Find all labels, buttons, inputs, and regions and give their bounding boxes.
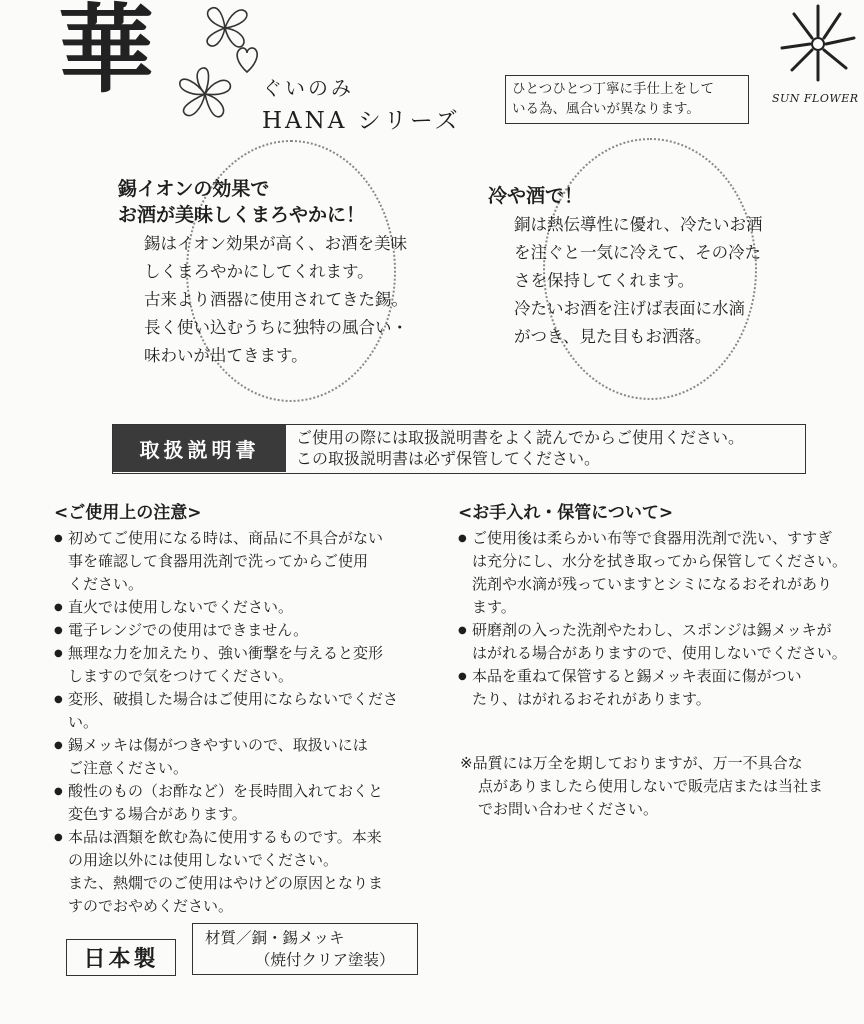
manual-line: ご使用の際には取扱説明書をよく読んでからご使用ください。: [296, 428, 745, 447]
list-item: ● 錫メッキは傷がつきやすいので、取扱いには ご注意ください。: [54, 734, 424, 780]
feature-title-line: 錫イオンの効果で: [118, 178, 270, 200]
section-title: <お手入れ・保管について>: [458, 503, 674, 523]
series-name: HANA シリーズ: [262, 108, 461, 134]
list-item: ● 本品は酒類を飲む為に使用するものです。本来 の用途以外には使用しないでください。: [54, 826, 424, 872]
list-item: ● 本品を重ねて保管すると錫メッキ表面に傷がつい たり、はがれるおそれがあります。: [458, 665, 862, 711]
feature-body-line: 銅は熱伝導性に優れ、冷たいお酒: [514, 215, 763, 234]
list-item: ● 酸性のもの（お酢など）を長時間入れておくと 変色する場合があります。: [54, 780, 424, 826]
brand-name: SUN FLOWER: [772, 92, 859, 105]
handmade-note-line: いる為、風合いが異なります。: [512, 101, 700, 117]
cautions-section: [54, 498, 424, 918]
feature-body-line: を注ぐと一気に冷えて、その冷た: [514, 243, 762, 262]
manual-line: この取扱説明書は必ず保管してください。: [296, 449, 601, 468]
feature-body-line: 長く使い込むうちに独特の風合い・: [144, 318, 408, 337]
feature-body-line: さを保持してくれます。: [514, 271, 695, 290]
handmade-note-box: [505, 75, 749, 124]
caution-extra: また、熱燗でのご使用はやけどの原因となりま すのでおやめください。: [68, 874, 384, 915]
material-line: 材質／銅・錫メッキ: [205, 929, 345, 947]
feature-body-line: 冷たいお酒を注げば表面に水滴: [514, 299, 745, 318]
list-item: ● 無理な力を加えたり、強い衝撃を与えると変形 しますので気をつけてください。: [54, 642, 424, 688]
list-item: ● 直火では使用しないでください。: [54, 596, 424, 619]
list-item: ● 電子レンジでの使用はできません。: [54, 619, 424, 642]
cherry-blossom-large-icon: [172, 64, 238, 124]
quality-note: ※品質には万全を期しておりますが、万一不具合な 点がありましたら使用しないで販売店または当社ま でお問い合わせください。: [460, 754, 824, 818]
section-title: <ご使用上の注意>: [54, 503, 202, 523]
feature-body-line: がつき、見た目もお洒落。: [514, 327, 712, 346]
feature-body-line: 錫はイオン効果が高く、お酒を美味: [144, 234, 408, 253]
hana-kanji-logo: 華: [58, 0, 154, 106]
list-item: ● 変形、破損した場合はご使用にならないでください。: [54, 688, 424, 734]
material-box: [192, 923, 418, 975]
list-item: ● 初めてご使用になる時は、商品に不具合がない 事を確認して食器用洗剤で洗ってからご使用 ください。: [54, 527, 424, 596]
feature-title: 冷や酒で！: [488, 185, 584, 207]
manual-label: 取扱説明書: [113, 425, 286, 472]
product-subtitle: ぐいのみ: [262, 76, 354, 100]
handmade-note-line: ひとつひとつ丁寧に手仕上をして: [512, 81, 714, 97]
feature-tin-ion: [118, 176, 408, 370]
feature-body-line: 味わいが出てきます。: [144, 346, 308, 365]
feature-body-line: しくまろやかにしてくれます。: [144, 262, 374, 281]
list-item: ● ご使用後は柔らかい布等で食器用洗剤で洗い、すすぎ は充分にし、水分を拭き取ってから保管してください。 洗剤や水滴が残っていますとシミになるおそれがあり ます。: [458, 527, 862, 619]
care-section: [458, 498, 862, 711]
feature-body-line: 古来より酒器に使用されてきた錫。: [144, 290, 408, 309]
manual-notice-bar: [112, 424, 806, 474]
made-in-japan-label: 日本製: [66, 939, 176, 976]
feature-title-line: お酒が美味しくまろやかに！: [118, 204, 366, 226]
list-item: ● 研磨剤の入った洗剤やたわし、スポンジは錫メッキが はがれる場合がありますので、使用しないでください。: [458, 619, 862, 665]
feature-cold-sake: [488, 183, 763, 351]
material-line: （焼付クリア塗装）: [255, 951, 395, 969]
